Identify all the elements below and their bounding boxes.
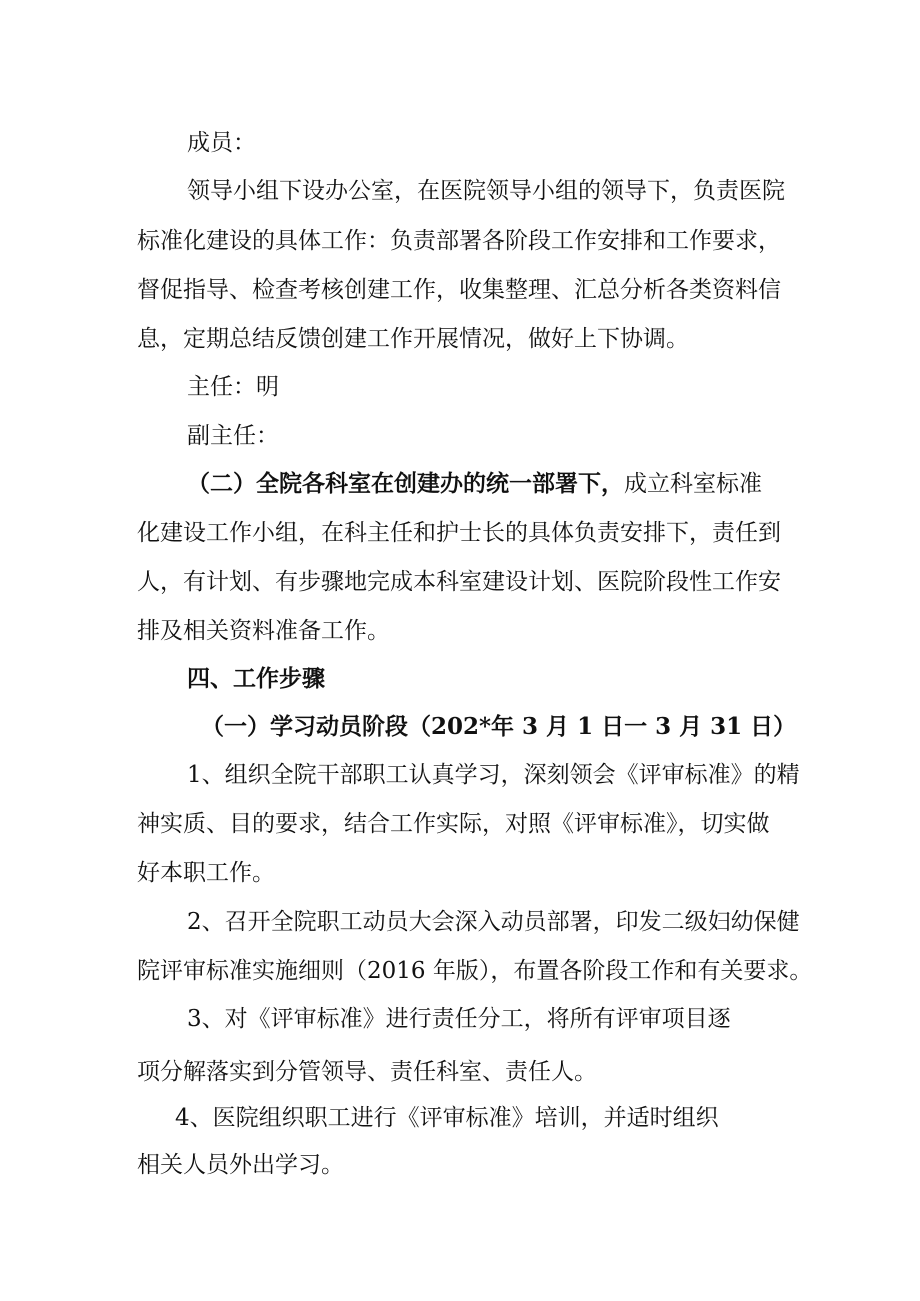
item1-line: 好本职工作。 [137,860,275,886]
item1-line: 1、组织全院干部职工认真学习，深刻领会《评审标准》的精 [187,762,800,788]
item3-line: 项分解落实到分管领导、责任科室、责任人。 [137,1059,597,1085]
section-two-rest: 成立科室标准 [624,471,762,497]
section-two-bold-lead: （二）全院各科室在创建办的统一部署下， [187,470,624,497]
office-para-line: 标准化建设的具体工作：负责部署各阶段工作安排和工作要求， [137,228,781,254]
section-two-line: 人，有计划、有步骤地完成本科室建设计划、医院阶段性工作安 [137,569,781,595]
section-two-first-line [187,469,762,499]
heading-work-steps: 四、工作步骤 [187,665,325,692]
office-para-line: 息，定期总结反馈创建工作开展情况，做好上下协调。 [137,326,689,352]
item2-line: 院评审标准实施细则（2016 年版），布置各阶段工作和有关要求。 [137,958,813,984]
director-line: 主任：明 [187,374,279,400]
office-para-line: 督促指导、检查考核创建工作，收集整理、汇总分析各类资料信 [137,277,781,303]
item1-line: 神实质、目的要求，结合工作实际，对照《评审标准》，切实做 [137,811,770,837]
office-para-line: 领导小组下设办公室，在医院领导小组的领导下，负责医院 [187,178,785,204]
section-two-line: 排及相关资料准备工作。 [137,618,390,644]
deputy-director-line: 副主任： [187,423,279,449]
item2-line: 2、召开全院职工动员大会深入动员部署，印发二级妇幼保健 [187,909,800,935]
subheading-study-phase: （一）学习动员阶段（202*年 3 月 1 日一 3 月 31 日） [201,713,797,740]
section-two-line: 化建设工作小组，在科主任和护士长的具体负责安排下，责任到 [137,520,781,546]
item4-line: 相关人员外出学习。 [137,1152,344,1178]
item3-line: 3、对《评审标准》进行责任分工，将所有评审项目逐 [187,1006,731,1032]
item4-line: 4、医院组织职工进行《评审标准》培训，并适时组织 [175,1105,719,1131]
members-label: 成员： [187,130,256,156]
